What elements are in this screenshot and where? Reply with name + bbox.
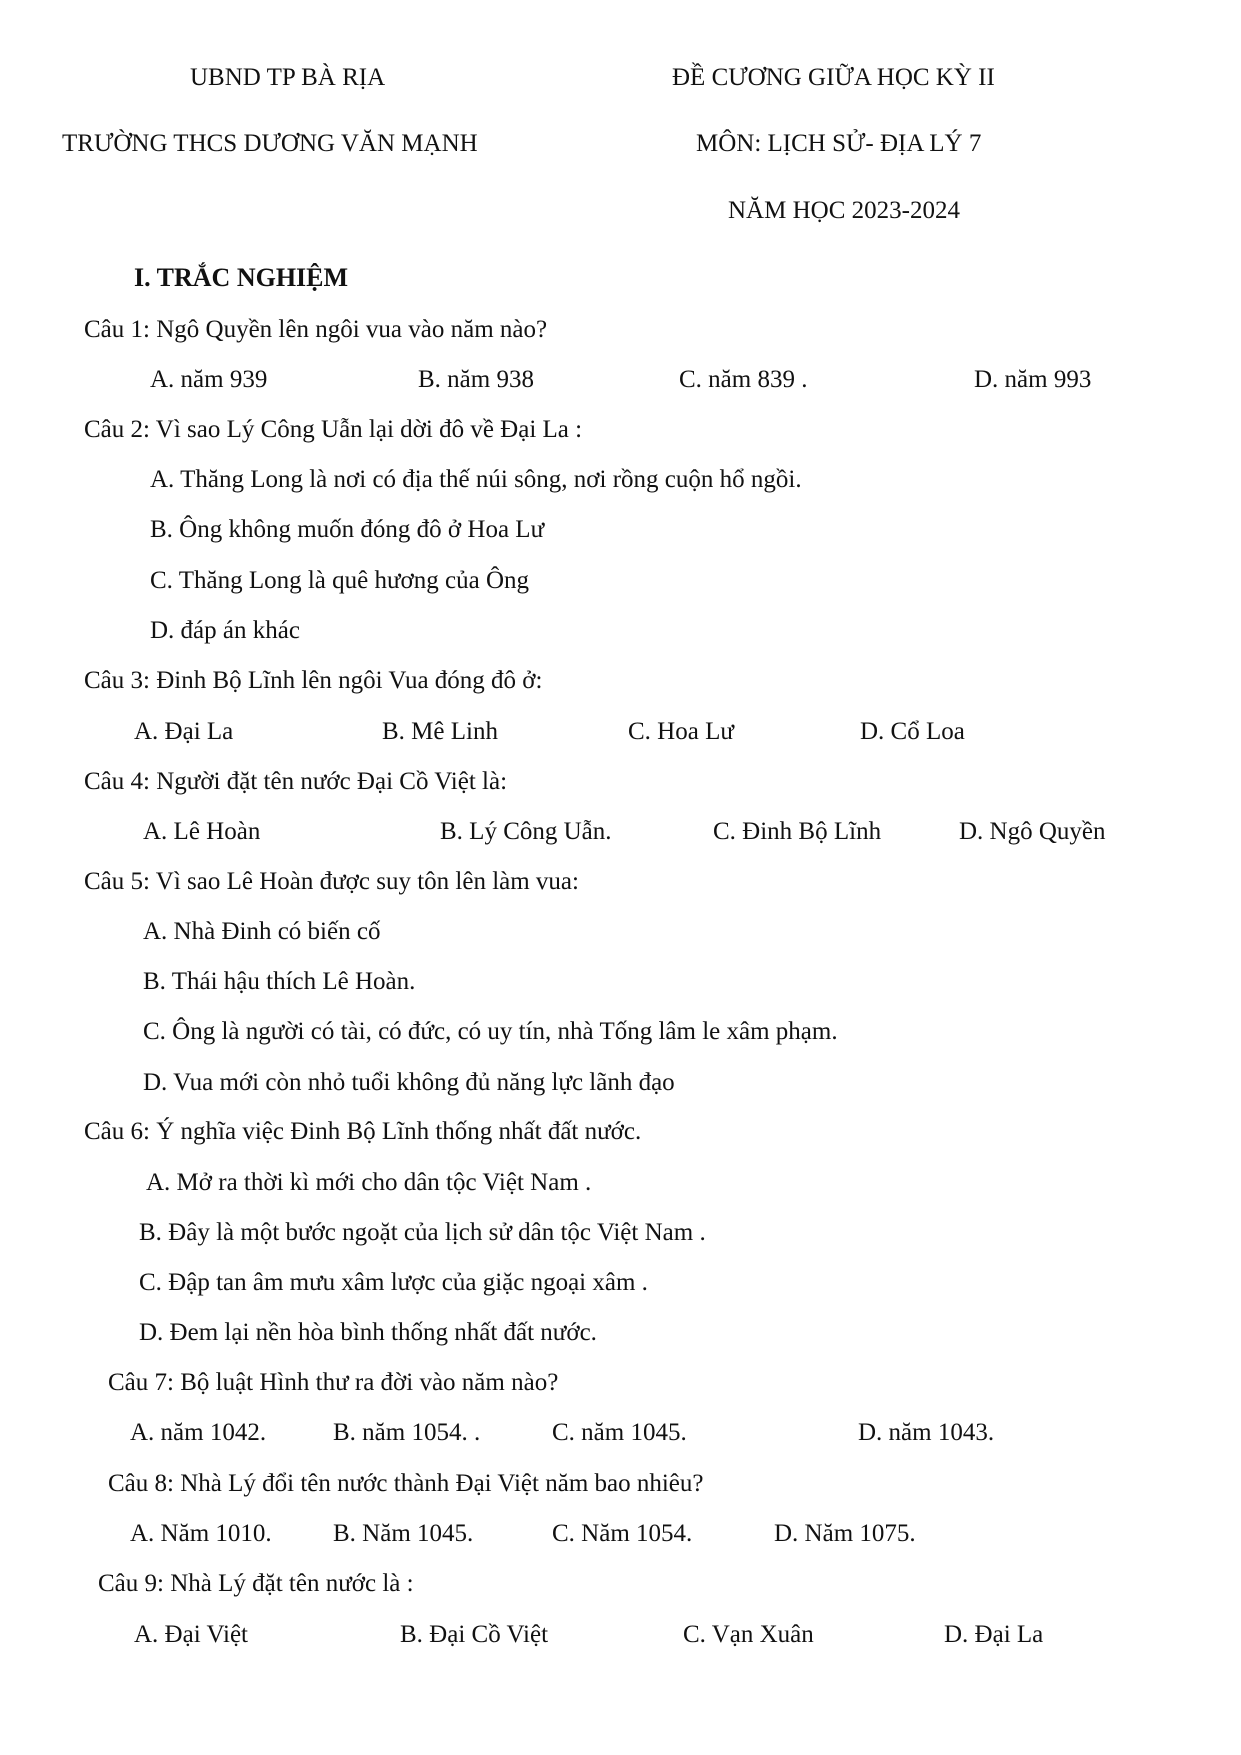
question-2-option-a: A. Thăng Long là nơi có địa thế núi sông, nơi rồng cuộn hổ ngồi.: [150, 466, 802, 493]
question-2: Câu 2: Vì sao Lý Công Uẫn lại dời đô về Đại La :: [84, 416, 583, 443]
question-4-option-a: A. Lê Hoàn: [143, 818, 261, 845]
question-6-option-d: D. Đem lại nền hòa bình thống nhất đất nước.: [139, 1319, 597, 1346]
question-3-option-b: B. Mê Linh: [382, 718, 498, 745]
question-5-option-b: B. Thái hậu thích Lê Hoàn.: [143, 968, 416, 995]
header-school-authority: UBND TP BÀ RỊA: [190, 64, 386, 91]
question-3-option-d: D. Cổ Loa: [860, 718, 965, 745]
question-9-option-c: C. Vạn Xuân: [683, 1621, 814, 1648]
question-9-option-b: B. Đại Cồ Việt: [400, 1621, 549, 1648]
question-1-option-d: D. năm 993: [974, 366, 1092, 393]
question-4-option-b: B. Lý Công Uẫn.: [440, 818, 612, 845]
question-8: Câu 8: Nhà Lý đổi tên nước thành Đại Việt năm bao nhiêu?: [108, 1470, 704, 1497]
question-8-option-a: A. Năm 1010.: [130, 1520, 272, 1547]
question-6-option-b: B. Đây là một bước ngoặt của lịch sử dân tộc Việt Nam .: [139, 1219, 706, 1246]
question-9-option-a: A. Đại Việt: [134, 1621, 248, 1648]
question-8-option-d: D. Năm 1075.: [774, 1520, 916, 1547]
question-4-option-d: D. Ngô Quyền: [959, 818, 1106, 845]
question-1-option-b: B. năm 938: [418, 366, 534, 393]
question-2-option-b: B. Ông không muốn đóng đô ở Hoa Lư: [150, 516, 545, 543]
question-4-option-c: C. Đinh Bộ Lĩnh: [713, 818, 882, 845]
section-title: I. TRẮC NGHIỆM: [134, 263, 349, 292]
question-6-option-a: A. Mở ra thời kì mới cho dân tộc Việt Nam .: [146, 1169, 592, 1196]
question-8-option-b: B. Năm 1045.: [333, 1520, 474, 1547]
question-7-option-b: B. năm 1054. .: [333, 1419, 481, 1446]
question-5-option-d: D. Vua mới còn nhỏ tuổi không đủ năng lực lãnh đạo: [143, 1069, 675, 1096]
header-document-title: ĐỀ CƯƠNG GIỮA HỌC KỲ II: [672, 64, 995, 91]
question-5: Câu 5: Vì sao Lê Hoàn được suy tôn lên làm vua:: [84, 868, 579, 895]
question-3-option-a: A. Đại La: [134, 718, 234, 745]
question-5-option-a: A. Nhà Đinh có biến cố: [143, 918, 381, 945]
question-1-option-c: C. năm 839 .: [679, 366, 808, 393]
question-1: Câu 1: Ngô Quyền lên ngôi vua vào năm nào?: [84, 316, 548, 343]
header-school-year: NĂM HỌC 2023-2024: [728, 197, 960, 224]
question-1-option-a: A. năm 939: [150, 366, 268, 393]
question-8-option-c: C. Năm 1054.: [552, 1520, 693, 1547]
header-school-name: TRƯỜNG THCS DƯƠNG VĂN MẠNH: [62, 130, 478, 157]
question-7-option-d: D. năm 1043.: [858, 1419, 995, 1446]
question-9: Câu 9: Nhà Lý đặt tên nước là :: [98, 1570, 414, 1597]
question-6-option-c: C. Đập tan âm mưu xâm lược của giặc ngoại xâm .: [139, 1269, 648, 1296]
question-9-option-d: D. Đại La: [944, 1621, 1044, 1648]
question-4: Câu 4: Người đặt tên nước Đại Cồ Việt là:: [84, 768, 508, 795]
question-2-option-d: D. đáp án khác: [150, 617, 300, 644]
question-7-option-a: A. năm 1042.: [130, 1419, 267, 1446]
question-5-option-c: C. Ông là người có tài, có đức, có uy tín, nhà Tống lâm le xâm phạm.: [143, 1018, 838, 1045]
question-3-option-c: C. Hoa Lư: [628, 718, 734, 745]
header-subject: MÔN: LỊCH SỬ- ĐỊA LÝ 7: [696, 130, 982, 157]
question-3: Câu 3: Đinh Bộ Lĩnh lên ngôi Vua đóng đô ở:: [84, 667, 543, 694]
question-7: Câu 7: Bộ luật Hình thư ra đời vào năm nào?: [108, 1369, 559, 1396]
question-6: Câu 6: Ý nghĩa việc Đinh Bộ Lĩnh thống nhất đất nước.: [84, 1118, 642, 1145]
question-2-option-c: C. Thăng Long là quê hương của Ông: [150, 567, 530, 594]
question-7-option-c: C. năm 1045.: [552, 1419, 687, 1446]
